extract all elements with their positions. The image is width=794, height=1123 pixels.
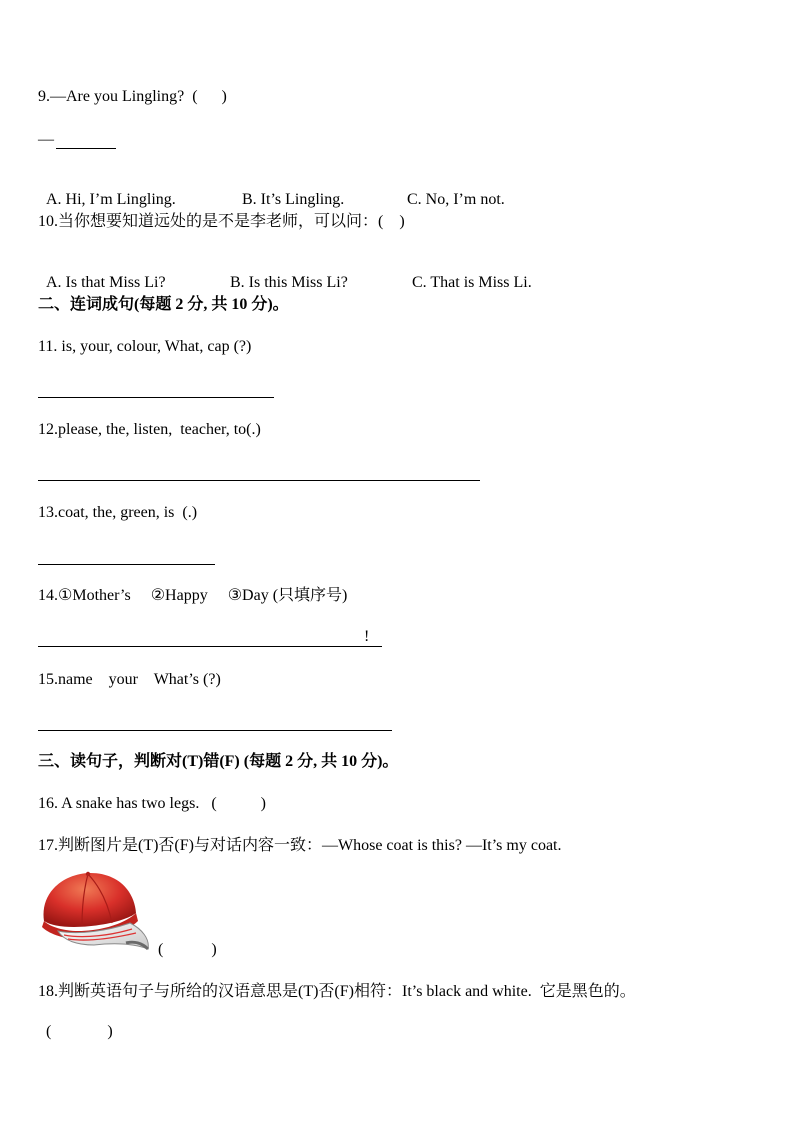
- q17-answer-blank[interactable]: ( ): [158, 941, 217, 958]
- q14-stem: 14.①Mother’s ②Happy ③Day (只填序号): [38, 587, 348, 604]
- q17-stem: 17.判断图片是(T)否(F)与对话内容一致：—Whose coat is this? —It’s my coat.: [38, 837, 562, 854]
- q18-stem: 18.判断英语句子与所给的汉语意思是(T)否(F)相符：It’s black and white. 它是黑色的。: [38, 983, 636, 1000]
- q15-answer-line[interactable]: [38, 730, 392, 731]
- q10-option-c[interactable]: C. That is Miss Li.: [412, 274, 532, 291]
- q13-answer-line[interactable]: [38, 564, 215, 565]
- q10-option-a[interactable]: A. Is that Miss Li?: [46, 274, 166, 291]
- section-2-title: 二、连词成句(每题 2 分, 共 10 分)。: [38, 296, 289, 313]
- q14-end-mark: !: [364, 628, 370, 645]
- q10-stem: 10.当你想要知道远处的是不是李老师，可以问：( ): [38, 213, 405, 230]
- q11-stem: 11. is, your, colour, What, cap (?): [38, 338, 252, 355]
- q9-option-c[interactable]: C. No, I’m not.: [407, 191, 505, 208]
- q15-stem: 15.name your What’s (?): [38, 671, 221, 688]
- q9-reply-prefix: —: [38, 131, 54, 148]
- q9-answer-line[interactable]: [56, 148, 116, 149]
- section-3-title: 三、读句子，判断对(T)错(F) (每题 2 分, 共 10 分)。: [38, 753, 399, 770]
- q18-answer-blank[interactable]: ( ): [46, 1023, 113, 1040]
- q12-stem: 12.please, the, listen, teacher, to(.): [38, 421, 261, 438]
- q12-answer-line[interactable]: [38, 480, 480, 481]
- q9-options: [38, 170, 505, 210]
- q16-stem: 16. A snake has two legs. ( ): [38, 795, 266, 812]
- q9-option-b[interactable]: B. It’s Lingling.: [242, 191, 345, 208]
- q13-stem: 13.coat, the, green, is (.): [38, 504, 198, 521]
- q14-answer-line[interactable]: [38, 646, 382, 647]
- q9-stem: 9.—Are you Lingling? ( ): [38, 88, 227, 105]
- baseball-cap-icon: [38, 869, 152, 953]
- q10-options: [38, 253, 532, 293]
- q10-option-b[interactable]: B. Is this Miss Li?: [230, 274, 348, 291]
- q11-answer-line[interactable]: [38, 397, 274, 398]
- q9-option-a[interactable]: A. Hi, I’m Lingling.: [46, 191, 176, 208]
